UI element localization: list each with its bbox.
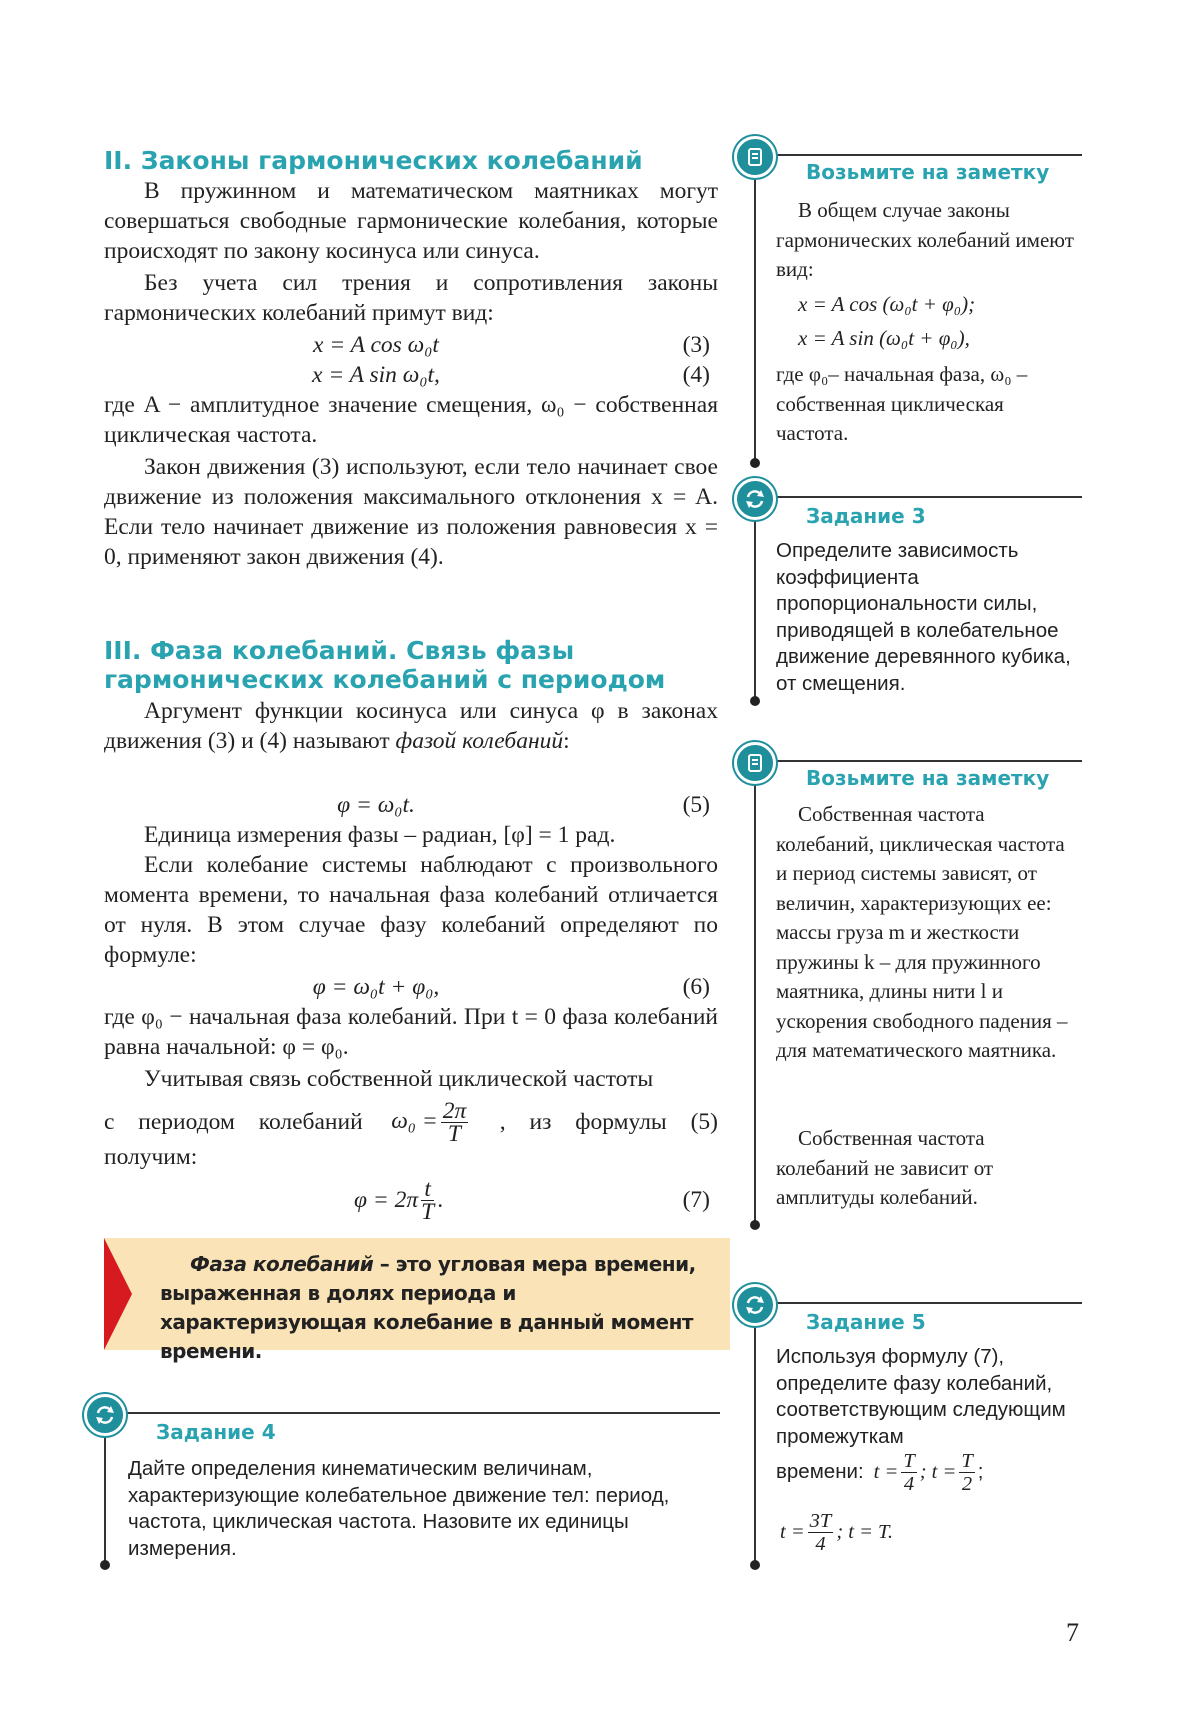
task-4-title: Задание 4 [156, 1420, 276, 1444]
section-3-title-line-1: III. Фаза колебаний. Связь фазы [104, 636, 575, 665]
fraction-numerator: t [421, 1178, 434, 1201]
fraction-denominator: 4 [815, 1533, 826, 1555]
task-icon [734, 478, 776, 520]
task-4-text: Дайте определения кинематическим величинам, характеризующие колебательное движение тел: период, частота, циклическая частота. Назовите их единицы измерения. [128, 1457, 670, 1560]
equation-6-formula: φ = ω₀t + φ₀, [312, 974, 440, 1000]
task-3-title: Задание 3 [806, 504, 926, 528]
task-3-text: Определите зависимость коэффициента пропорциональности силы, приводящей в колебательное движение деревянного кубика, от смещения. [776, 539, 1071, 695]
task-5-times-row-2 [780, 1510, 893, 1555]
note-1-eq-1: x = A cos (ω₀t + φ₀); [798, 292, 976, 316]
fraction-numerator: T [903, 1450, 915, 1472]
fraction-numerator: T [961, 1450, 973, 1472]
section-2-paragraph-1: В пружинном и математическом маятниках могут совершаться свободные гармонические колебания, которые происходят по закону косинуса или синуса. [104, 178, 718, 264]
section-3-paragraph-4: где φ₀ − начальная фаза колебаний. При t = 0 фаза колебаний равна начальной: φ = φ₀. [104, 1004, 718, 1060]
equation-7-dot: . [437, 1187, 444, 1213]
note-1-eq-2: x = A sin (ω₀t + φ₀), [798, 326, 970, 350]
definition-box [104, 1238, 730, 1363]
section-2-title: II. Законы гармонических колебаний [104, 146, 643, 175]
task-5-box [754, 1302, 1082, 1564]
fraction-numerator: 2π [442, 1097, 467, 1124]
section-3-title-line-2: гармонических колебаний с периодом [104, 665, 666, 694]
note-1-title: Возьмите на заметку [806, 160, 1050, 184]
equation-3 [104, 330, 718, 360]
note-1-text-2: где φ₀– начальная фаза, ω₀ – собственная циклическая частота. [776, 362, 1028, 445]
equation-5-formula: φ = ω₀t. [337, 792, 415, 818]
equation-5-number: (5) [682, 792, 710, 818]
section-2-paragraph-3: где A − амплитудное значение смещения, ω₀ − собственная циклическая частота. [104, 392, 718, 448]
task-5-end: ; t = T. [836, 1521, 894, 1544]
fraction-t-T [421, 1175, 435, 1225]
definition-term: Фаза колебаний [190, 1252, 374, 1276]
term-phase: фазой колебаний [395, 728, 564, 754]
note-2-box [754, 760, 1082, 1224]
equation-6 [104, 972, 718, 1002]
t-label: t = [780, 1521, 805, 1544]
equation-7-left: φ = 2π [354, 1187, 419, 1213]
p6-text: с периодом колебаний [104, 1109, 363, 1135]
fraction-numerator: 3T [809, 1510, 832, 1532]
task-icon [84, 1394, 126, 1436]
definition-text [160, 1250, 720, 1366]
task-3-box [754, 496, 1082, 700]
red-arrow-icon [104, 1238, 136, 1350]
fraction-T-4 [901, 1450, 916, 1495]
definition-body: – это угловая мера времени, выраженная в долях периода и характеризующая колебание в данный момент времени. [160, 1252, 696, 1363]
note-1-text: В общем случае законы гармонических колебаний имеют вид: [776, 198, 1074, 281]
equation-4-formula: x = A sin ω₀t, [312, 362, 440, 388]
task-icon [734, 1284, 776, 1326]
section-3-title [104, 636, 665, 694]
equation-3-formula: x = A cos ω₀t [313, 332, 439, 358]
equation-7-number: (7) [682, 1187, 710, 1213]
omega-formula [391, 1097, 471, 1147]
equation-3-number: (3) [682, 332, 710, 358]
task-5-label: времени: [776, 1460, 864, 1484]
fraction-2pi-T [441, 1097, 469, 1147]
note-icon [734, 136, 776, 178]
p6-end: , из формулы (5) [499, 1109, 718, 1135]
note-2-title: Возьмите на заметку [806, 766, 1050, 790]
equation-5 [104, 790, 718, 820]
equation-6-number: (6) [682, 974, 710, 1000]
task-5-text: Используя формулу (7), определите фазу колебаний, соответствующим следующим промежуткам [776, 1345, 1066, 1448]
task-5-times-row-1 [776, 1450, 983, 1495]
task-5-title: Задание 5 [806, 1310, 926, 1334]
section-3-paragraph-2: Единица измерения фазы – радиан, [φ] = 1 рад. [144, 822, 616, 848]
t-label: t = [873, 1461, 899, 1484]
fraction-denominator: 2 [961, 1473, 973, 1495]
note-1-box [754, 154, 1082, 462]
note-2-paragraph-2: Собственная частота колебаний не зависит от амплитуды колебаний. [776, 1126, 994, 1209]
page-number: 7 [1066, 1618, 1079, 1647]
section-3-p1-end: : [563, 728, 570, 754]
note-icon [734, 742, 776, 784]
fraction-T-2 [959, 1450, 974, 1495]
section-3-paragraph-3: Если колебание системы наблюдают с произвольного момента времени, то начальная фаза колебаний отличается от нуля. В этом случае фазу колебаний определяют по формуле: [104, 852, 718, 968]
separator: ; t = [919, 1461, 957, 1484]
fraction-denominator: T [447, 1120, 461, 1147]
task-4-box [104, 1412, 720, 1564]
section-3-p1-text: Аргумент функции косинуса или синуса φ в законах движения (3) и (4) называют [104, 698, 718, 754]
note-2-paragraph-1: Собственная частота колебаний, циклическая частота и период системы зависят, от величин, характеризующих ее: массы груза m и жесткости пружины k – для пружинного маятника, длины нити l и ускорения свободного падения – для математического маятника. [776, 802, 1068, 1062]
section-2-paragraph-2: Без учета сил трения и сопротивления законы гармонических колебаний примут вид: [104, 270, 718, 326]
equation-7 [104, 1172, 718, 1228]
equation-4-number: (4) [682, 362, 710, 388]
section-3-paragraph-7: получим: [104, 1144, 198, 1170]
section-3-paragraph-5: Учитывая связь собственной циклической частоты [144, 1066, 654, 1092]
fraction-3T-4 [808, 1510, 834, 1555]
equation-4 [104, 360, 718, 390]
fraction-denominator: T [421, 1198, 435, 1225]
fraction-denominator: 4 [903, 1473, 915, 1495]
section-2-paragraph-4: Закон движения (3) используют, если тело начинает свое движение из положения максимального отклонения x = A. Если тело начинает движение из положения равновесия x = 0, применяют закон движения (4). [104, 454, 718, 570]
omega-label: ω₀ = [391, 1107, 438, 1134]
separator: ; [977, 1460, 984, 1484]
section-3-paragraph-1 [104, 696, 718, 756]
section-3-paragraph-6 [104, 1098, 718, 1146]
